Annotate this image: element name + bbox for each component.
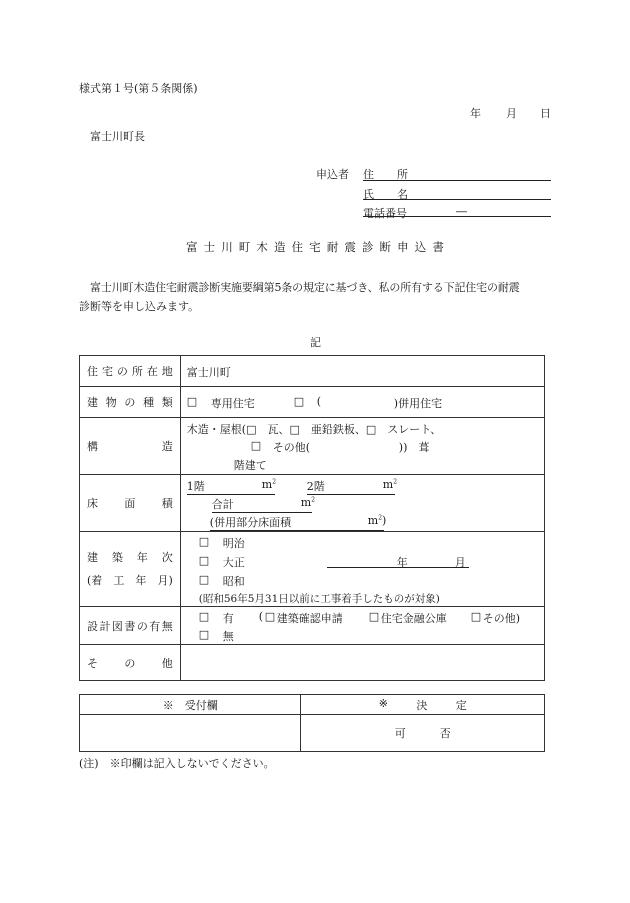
combined-checkbox[interactable]: □ xyxy=(293,395,305,408)
location-label: 住 宅 の 所 在 地 xyxy=(80,356,181,387)
building-confirmation-checkbox[interactable]: □ xyxy=(264,610,276,623)
floor-area-cell xyxy=(180,475,544,532)
other-label: そ の 他 xyxy=(80,645,181,681)
decision-cell xyxy=(301,715,545,752)
exclusive-checkbox[interactable]: □ xyxy=(186,395,198,408)
date-day-label: 日 xyxy=(540,107,551,120)
table-row xyxy=(80,607,545,645)
phone-label: 電話番号 xyxy=(363,207,407,220)
drawings-yes-label: 有 xyxy=(222,612,234,625)
drawings-cell xyxy=(180,607,544,645)
drawings-yes-checkbox[interactable]: □ xyxy=(198,610,210,623)
table-row xyxy=(80,715,545,752)
shared-unit: $m^2$) xyxy=(367,514,387,527)
address-label-1: 住 xyxy=(363,168,374,181)
decision-reject[interactable]: 否 xyxy=(439,727,451,740)
addressee: 富士川町長 xyxy=(90,130,145,143)
drawings-paren: ( xyxy=(258,610,264,623)
housing-loan-checkbox[interactable]: □ xyxy=(368,610,380,623)
date-year-label: 年 xyxy=(470,107,481,120)
reception-table xyxy=(79,694,545,752)
roof-options: 木造・屋根(□ 瓦、□ 亜鉛鉄板、□ スレート、 xyxy=(186,423,442,436)
name-label-2: 名 xyxy=(397,188,408,201)
footnote: (注) ※印欄は記入しないでください。 xyxy=(79,757,275,770)
date-month-label: 月 xyxy=(506,107,517,120)
structure-cell xyxy=(180,418,544,475)
table-row xyxy=(80,356,545,387)
address-underline xyxy=(363,180,551,181)
name-underline xyxy=(363,199,551,200)
taisho-label: 大正 xyxy=(222,556,245,569)
applicant-label: 申込者 xyxy=(316,168,349,181)
other-value-cell[interactable] xyxy=(180,645,544,681)
document-title: 富 士 川 町 木 造 住 宅 耐 震 診 断 申 込 書 xyxy=(186,240,444,254)
housing-loan-label: 住宅金融公庫 xyxy=(380,612,447,625)
exclusive-label: 専用住宅 xyxy=(210,397,255,410)
taisho-checkbox[interactable]: □ xyxy=(198,554,210,567)
floor-area-label: 床 面 積 xyxy=(80,475,181,532)
table-row xyxy=(80,532,545,607)
drawings-no-label: 無 xyxy=(222,630,234,643)
location-value-cell[interactable] xyxy=(180,356,544,387)
drawings-label: 設 計 図 書 の 有 無 xyxy=(80,607,181,645)
floor2-unit: $m^2$ xyxy=(382,478,398,491)
combined-label: )併用住宅 xyxy=(393,397,443,410)
meiji-label: 明治 xyxy=(222,537,245,550)
drawings-other-label: その他) xyxy=(482,612,521,625)
address-label-2: 所 xyxy=(397,168,408,181)
floor1-unit: $m^2$ xyxy=(261,478,277,491)
body-line-2: 診断等を申し込みます。 xyxy=(79,300,200,313)
name-label-1: 氏 xyxy=(363,188,374,201)
table-row xyxy=(80,418,545,475)
roof-suffix: )) 葺 xyxy=(398,441,430,454)
floor1-field[interactable]: 1階 xyxy=(187,478,275,495)
body-line-1: 富士川町木造住宅耐震診断実施要綱第5条の規定に基づき、私の所有する下記住宅の耐震 xyxy=(90,281,520,294)
total-field[interactable]: 合計 xyxy=(212,496,312,513)
building-confirmation-label: 建築確認申請 xyxy=(276,612,343,625)
building-type-label: 建 物 の 種 類 xyxy=(80,387,181,418)
roof-other-checkbox[interactable]: □ xyxy=(250,439,262,452)
table-row xyxy=(80,387,545,418)
floor2-field[interactable]: 2階 xyxy=(307,478,395,495)
reception-cell[interactable] xyxy=(80,715,301,752)
construction-year-label: 建 築 年 次 (着 工 年 月) xyxy=(80,532,181,607)
construction-year-cell xyxy=(180,532,544,607)
location-value: 富士川町 xyxy=(186,366,231,379)
year-month-field[interactable]: 年 月 xyxy=(327,554,469,568)
details-table xyxy=(79,355,545,681)
decision-approve[interactable]: 可 xyxy=(394,727,406,740)
phone-dash: ― xyxy=(456,205,467,218)
structure-label: 構 造 xyxy=(80,418,181,475)
drawings-no-checkbox[interactable]: □ xyxy=(198,628,210,641)
showa-checkbox[interactable]: □ xyxy=(198,573,210,586)
roof-other-label: その他( xyxy=(272,441,311,454)
drawings-other-checkbox[interactable]: □ xyxy=(470,610,482,623)
shared-area-field[interactable]: (併用部分床面積 xyxy=(210,514,384,531)
table-row xyxy=(80,695,545,715)
combined-paren: ( xyxy=(316,395,322,408)
meiji-checkbox[interactable]: □ xyxy=(198,535,210,548)
decision-header: ※ 決 定 xyxy=(301,695,545,715)
ki-mark: 記 xyxy=(310,336,321,349)
reception-header: ※ 受付欄 xyxy=(80,695,301,715)
form-number: 様式第１号(第５条関係) xyxy=(79,82,198,95)
storeys-label: 階建て xyxy=(233,459,267,472)
table-row xyxy=(80,475,545,532)
table-row xyxy=(80,645,545,681)
total-unit: $m^2$ xyxy=(300,496,316,509)
showa-label: 昭和 xyxy=(222,575,245,588)
building-type-cell xyxy=(180,387,544,418)
phone-underline xyxy=(363,216,551,217)
eligibility-note: (昭和56年5月31日以前に工事着手したものが対象) xyxy=(198,593,440,605)
